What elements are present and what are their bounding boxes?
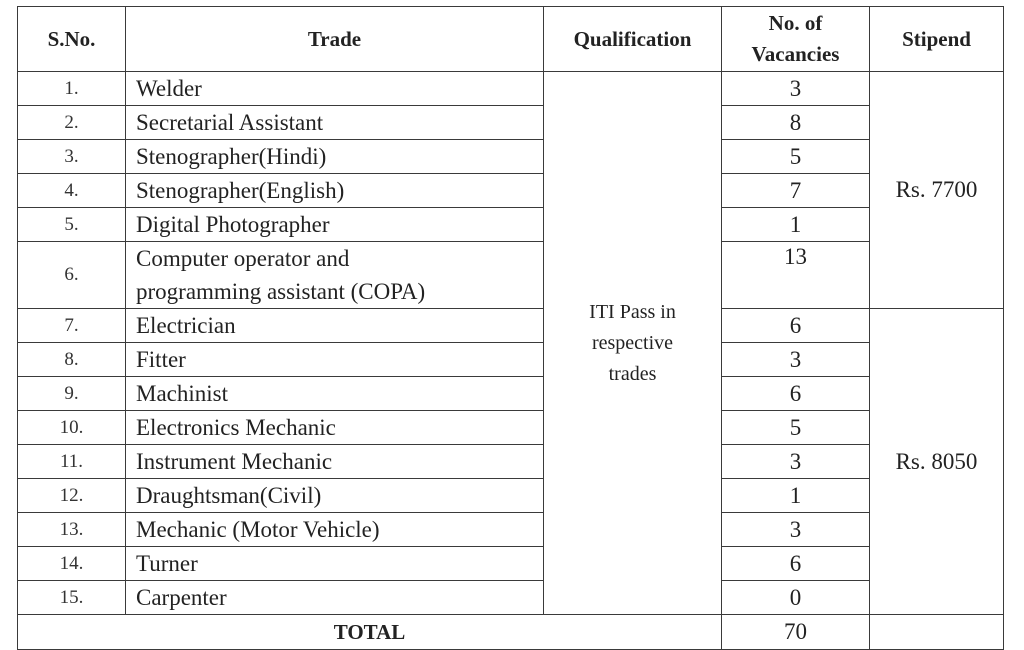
table-row — [18, 72, 1004, 106]
row-vacancies: 5 — [722, 411, 870, 445]
table-row — [18, 343, 1004, 377]
row-vacancies: 6 — [722, 377, 870, 411]
row-trade: Electronics Mechanic — [126, 411, 544, 445]
table-row — [18, 445, 1004, 479]
header-sno: S.No. — [18, 7, 126, 72]
header-stipend: Stipend — [870, 7, 1004, 72]
row-vacancies: 6 — [722, 309, 870, 343]
row-sno: 8. — [18, 343, 126, 377]
row-sno: 12. — [18, 479, 126, 513]
row-trade-line2: programming assistant (COPA) — [136, 279, 426, 304]
row-trade: Draughtsman(Civil) — [126, 479, 544, 513]
table-row — [18, 309, 1004, 343]
table-row — [18, 411, 1004, 445]
header-vacancies-line2: Vacancies — [751, 42, 840, 66]
header-vacancies-line1: No. of — [768, 11, 823, 35]
row-trade: Digital Photographer — [126, 208, 544, 242]
total-row — [18, 615, 1004, 650]
header-vacancies — [722, 7, 870, 72]
row-sno: 13. — [18, 513, 126, 547]
header-qualification: Qualification — [544, 7, 722, 72]
total-label: TOTAL — [18, 615, 722, 650]
row-vacancies: 8 — [722, 106, 870, 140]
qualification-line2: respective — [591, 331, 674, 354]
stipend-group2: Rs. 8050 — [870, 309, 1004, 615]
table-row — [18, 513, 1004, 547]
table-row — [18, 208, 1004, 242]
table-row — [18, 377, 1004, 411]
table-row — [18, 242, 1004, 309]
row-sno: 7. — [18, 309, 126, 343]
table-row — [18, 174, 1004, 208]
row-trade: Electrician — [126, 309, 544, 343]
row-sno: 15. — [18, 581, 126, 615]
table-row — [18, 479, 1004, 513]
row-vacancies: 3 — [722, 445, 870, 479]
row-vacancies: 6 — [722, 547, 870, 581]
row-sno: 14. — [18, 547, 126, 581]
row-trade: Stenographer(Hindi) — [126, 140, 544, 174]
qualification-cell — [544, 72, 722, 615]
table-row — [18, 547, 1004, 581]
table-row — [18, 581, 1004, 615]
row-sno: 2. — [18, 106, 126, 140]
row-vacancies: 5 — [722, 140, 870, 174]
stipend-group1: Rs. 7700 — [870, 72, 1004, 309]
row-trade: Welder — [126, 72, 544, 106]
row-vacancies: 7 — [722, 174, 870, 208]
row-vacancies: 13 — [722, 242, 870, 309]
row-trade: Secretarial Assistant — [126, 106, 544, 140]
row-vacancies: 1 — [722, 479, 870, 513]
row-sno: 11. — [18, 445, 126, 479]
row-trade: Instrument Mechanic — [126, 445, 544, 479]
row-trade: Machinist — [126, 377, 544, 411]
vacancy-table — [17, 6, 1004, 650]
row-sno: 5. — [18, 208, 126, 242]
qualification-line1: ITI Pass in — [589, 300, 676, 323]
row-sno: 1. — [18, 72, 126, 106]
row-sno: 9. — [18, 377, 126, 411]
row-trade: Stenographer(English) — [126, 174, 544, 208]
row-trade: Fitter — [126, 343, 544, 377]
row-sno: 3. — [18, 140, 126, 174]
row-trade: Mechanic (Motor Vehicle) — [126, 513, 544, 547]
row-vacancies: 0 — [722, 581, 870, 615]
row-vacancies: 3 — [722, 72, 870, 106]
table-row — [18, 106, 1004, 140]
row-vacancies: 3 — [722, 513, 870, 547]
row-trade — [126, 242, 544, 309]
row-sno: 6. — [18, 242, 126, 309]
total-value: 70 — [722, 615, 870, 650]
header-row — [18, 7, 1004, 72]
table-row — [18, 140, 1004, 174]
row-trade: Turner — [126, 547, 544, 581]
header-trade: Trade — [126, 7, 544, 72]
total-stipend-empty — [870, 615, 1004, 650]
row-trade: Carpenter — [126, 581, 544, 615]
row-sno: 10. — [18, 411, 126, 445]
qualification-line3: trades — [608, 362, 657, 385]
row-sno: 4. — [18, 174, 126, 208]
row-vacancies: 1 — [722, 208, 870, 242]
row-trade-line1: Computer operator and — [136, 246, 350, 271]
row-vacancies: 3 — [722, 343, 870, 377]
